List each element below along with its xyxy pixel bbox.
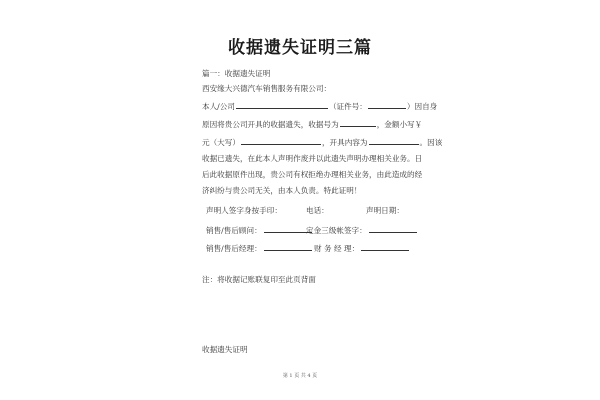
body-text: 。因该 [419, 138, 443, 147]
document-title: 收据遗失证明三篇 [228, 38, 372, 58]
name-blank [236, 100, 328, 109]
body-line-3 [202, 136, 442, 148]
sales-manager-row [206, 242, 312, 254]
note-text: 注：将收据记账联复印至此页背面 [202, 275, 316, 284]
section1-heading: 篇一：收据遗失证明 [202, 69, 271, 78]
body-text: ）因自身 [406, 102, 438, 111]
finance-manager-row [314, 242, 409, 254]
amount-words-blank [241, 136, 321, 145]
section2-heading: 收据遗失证明 [202, 345, 248, 354]
sales-consultant-row [206, 224, 312, 236]
body-text: 元（大写） [202, 138, 240, 147]
sales-manager-blank [264, 242, 312, 251]
receipt-number-blank [340, 118, 376, 127]
declarant-signature-label: 声明人签字身按手印： [206, 206, 282, 215]
finance-blank [369, 224, 417, 233]
body-line-6: 济纠纷与贵公司无关，由本人负责。特此证明！ [202, 186, 362, 195]
body-line-2 [202, 118, 422, 130]
body-line-4: 收据已遗失，在此本人声明作废并以此遗失声明办理相关业务。日 [202, 154, 423, 163]
sales-manager-label: 销售/售后经理： [206, 244, 262, 253]
phone-label: 电话： [306, 206, 329, 215]
finance-manager-blank [361, 242, 409, 251]
id-number-blank [368, 100, 406, 109]
sales-consultant-label: 销售/售后顾问： [206, 226, 262, 235]
content-blank [369, 136, 419, 145]
page-footer: 第 1 页 共 4 页 [282, 373, 318, 379]
body-text: 本人/公司 [202, 102, 235, 111]
body-text: ，开具内容为 [321, 138, 368, 147]
finance-manager-label: 财 务 经 理： [314, 244, 360, 253]
body-text: （证件号： [328, 102, 367, 111]
sales-consultant-blank [264, 224, 312, 233]
body-text: 原因将贵公司开具的收据遗失，收据号为 [202, 120, 339, 129]
body-line-1 [202, 100, 437, 112]
finance-row [306, 224, 417, 236]
body-line-5: 后此收据原件出现，贵公司有权拒绝办理相关业务，由此造成的经 [202, 170, 423, 179]
finance-label: 定金三级帐签字： [306, 226, 367, 235]
declaration-date-label: 声明日期： [366, 206, 404, 215]
company-addressee: 西安缘大兴德汽车销售服务有限公司： [202, 84, 332, 93]
body-text: ，金额小写￥ [376, 120, 423, 129]
